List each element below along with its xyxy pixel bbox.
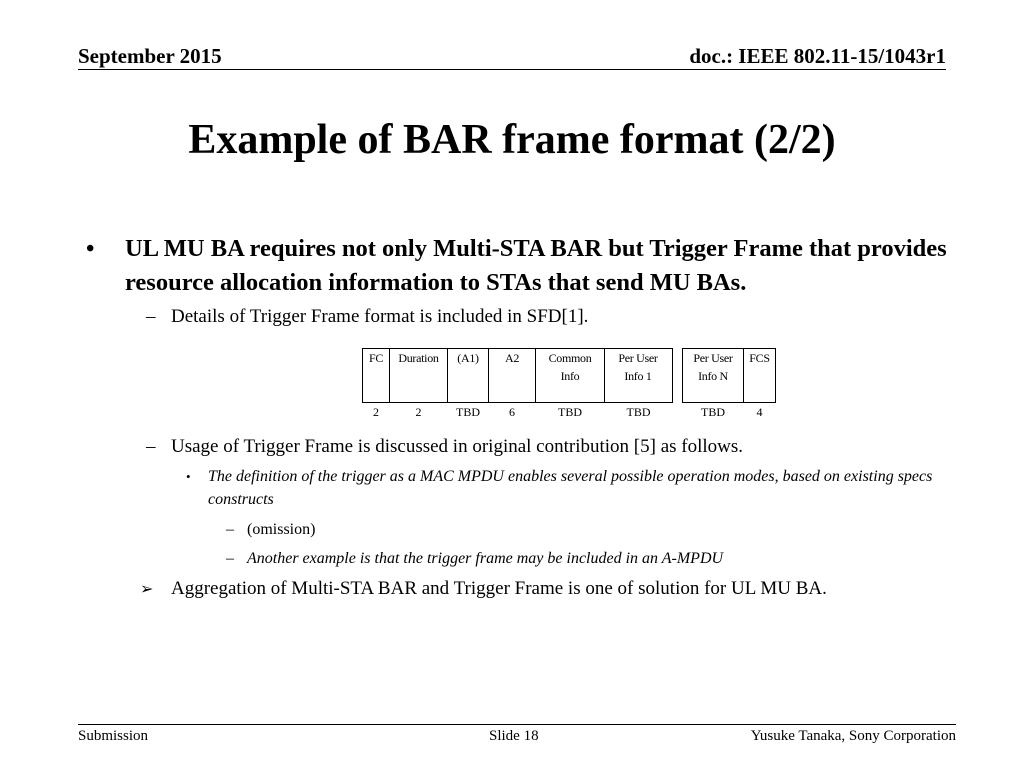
field-label: (A1) [457,351,479,365]
quote-trigger-definition: The definition of the trigger as a MAC MPDU enables several possible operation modes, based on existing specs constructs [208,468,933,508]
arrow-bullet-icon: ➢ [140,581,154,598]
field-size: 4 [756,405,763,419]
bullet-ul-mu-ba: UL MU BA requires not only Multi-STA BAR but Trigger Frame that provides resource allocation information to STAs that send MU BAs. [125,235,947,296]
footer-slide-number: Slide 18 [489,728,539,744]
field-label: Duration [398,351,439,365]
footer-submission: Submission [78,728,149,744]
field-label: FC [368,351,384,365]
header-doc-id: doc.: IEEE 802.11-15/1043r1 [689,44,946,68]
field-size: TBD [626,405,651,419]
field-label: Per User Info N [693,351,733,383]
field-label: Common Info [548,351,592,383]
field-size: 2 [373,405,379,419]
header-divider [78,69,946,70]
sub-bullet-details: Details of Trigger Frame format is included in SFD[1]. [171,306,589,327]
sub-bullet-usage: Usage of Trigger Frame is discussed in original contribution [5] as follows. [171,436,744,457]
quote-a-mpdu-example: Another example is that the trigger frame may be included in an A-MPDU [247,550,724,567]
footer-author: Yusuke Tanaka, Sony Corporation [750,728,956,744]
field-size: TBD [701,405,725,419]
field-size: 6 [509,405,515,419]
bullet-marker: • [186,469,191,484]
field-size: TBD [558,405,582,419]
conclusion-text: Aggregation of Multi-STA BAR and Trigger Frame is one of solution for UL MU BA. [171,578,827,599]
field-size: TBD [456,405,480,419]
field-label: A2 [504,351,520,365]
footer-divider [78,724,956,725]
field-label: Per User Info 1 [618,351,658,383]
field-size: 2 [415,405,422,419]
trigger-frame-format-figure [362,347,777,423]
field-label: FCS [749,351,770,365]
bullet-marker: • [86,236,95,262]
dash-marker: – [146,306,156,327]
slide-title: Example of BAR frame format (2/2) [188,117,836,163]
dash-marker: – [226,521,234,538]
dash-marker: – [226,550,234,567]
quote-omission: (omission) [247,521,316,538]
header-date: September 2015 [78,44,222,68]
dash-marker: – [146,436,156,457]
